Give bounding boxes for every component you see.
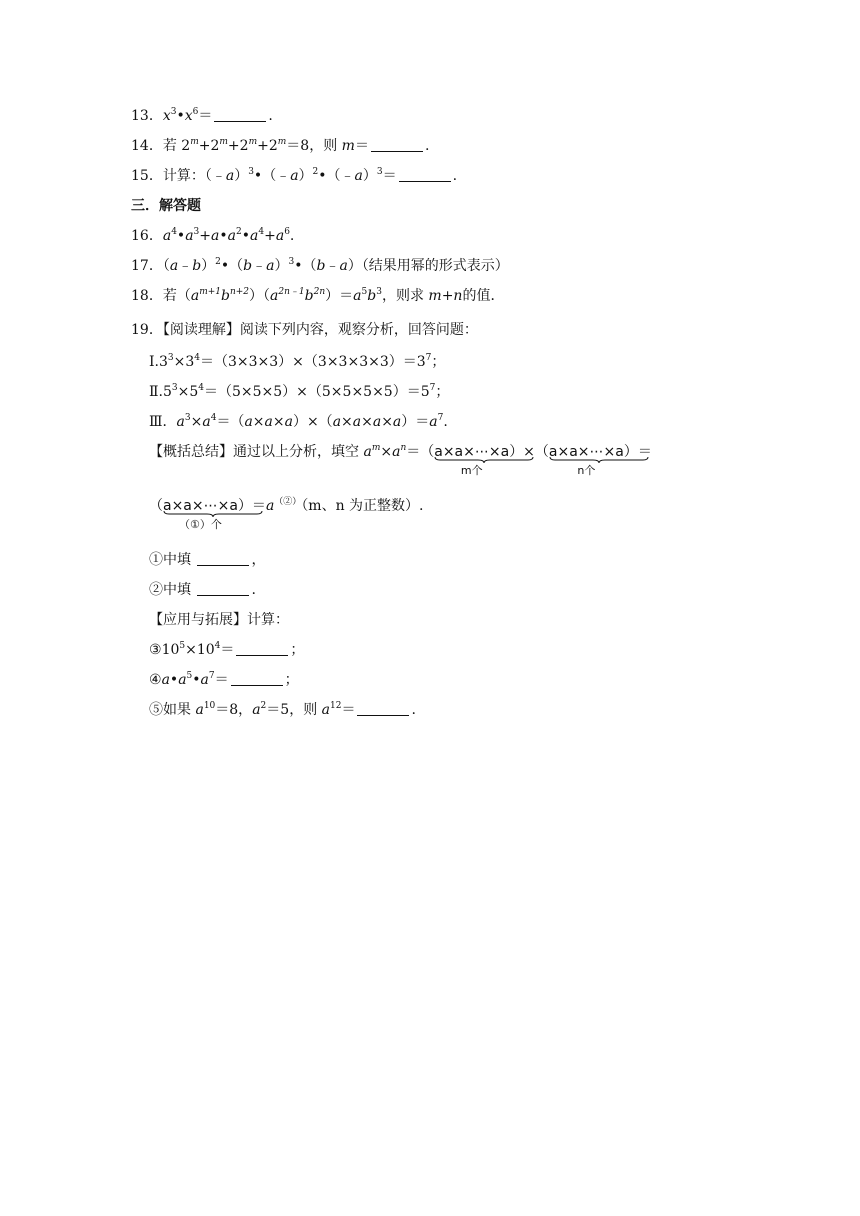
fill-item-1 [149, 550, 265, 570]
var-a: a [169, 258, 179, 274]
exponent: 4 [210, 413, 217, 423]
brace-label: n个 [577, 464, 596, 477]
text: ； [284, 672, 299, 688]
text: ）＝ [623, 444, 652, 460]
var-a: a [225, 168, 235, 184]
text: ）＝ [237, 498, 266, 514]
var-a: a [265, 498, 275, 514]
exponent: 6 [284, 227, 290, 237]
text: ×3 [173, 354, 195, 370]
answer-blank[interactable] [357, 701, 409, 716]
var-x: x [162, 108, 171, 124]
dot-operator: • [176, 228, 186, 244]
brace-label: （①）个 [179, 518, 222, 531]
text: ） [201, 258, 216, 274]
dot-operator: • [169, 672, 179, 688]
var-m: m [341, 138, 355, 154]
exponent: 2n [313, 287, 326, 297]
exponent: 3 [376, 287, 382, 297]
var-a: a [178, 672, 187, 688]
circled-number: ③ [149, 642, 162, 658]
answer-blank[interactable] [197, 551, 249, 566]
var-a: a [211, 228, 220, 244]
text: Ⅱ.5 [149, 384, 172, 400]
text: 如果 [163, 702, 196, 718]
var-a: a [339, 258, 348, 274]
var-a: a [161, 672, 170, 688]
var-n: n [453, 288, 463, 304]
var-a: a [290, 168, 299, 184]
circled-number: ④ [149, 672, 162, 688]
exponent: 12 [330, 701, 342, 711]
text: （m、n 为正整数）. [301, 498, 424, 514]
plus-sign: + [264, 228, 276, 244]
text: ； [290, 642, 305, 658]
var-a: a [185, 228, 194, 244]
var-b: b [243, 258, 253, 274]
reading-header: 【阅读理解】阅读下列内容，观察分析，回答问题： [162, 322, 478, 338]
answer-blank[interactable] [371, 137, 423, 152]
exponent: n+2 [229, 287, 250, 297]
text: ＝（ [406, 444, 435, 460]
equals-sign: ＝ [354, 138, 369, 154]
answer-blank[interactable] [236, 641, 288, 656]
exponent: 2n﹣1 [278, 287, 305, 297]
text: +2 [227, 138, 249, 154]
text: a×a×a [244, 414, 293, 430]
exponent: 5 [186, 671, 193, 681]
exponent: 5 [361, 287, 368, 297]
text: ） [274, 258, 289, 274]
var-a: a [429, 414, 438, 430]
exponent: 4 [198, 383, 204, 393]
text: （ [149, 498, 163, 514]
text: ＝8，则 [286, 138, 342, 154]
var-a: a [252, 702, 261, 718]
brace-group-m [434, 442, 510, 477]
var-b: b [316, 258, 326, 274]
text: 中填 [163, 582, 191, 598]
exponent: 6 [192, 107, 199, 117]
text: ×5 [177, 384, 199, 400]
dot-operator: • [294, 258, 303, 274]
question-number: 15． [131, 168, 163, 184]
period: . [411, 702, 416, 718]
dot-operator: • [192, 672, 201, 688]
text: 的值． [462, 288, 505, 304]
exponent: 4 [258, 227, 265, 237]
var-x: x [184, 108, 193, 124]
text: （﹣ [326, 168, 355, 184]
exponent: m [190, 137, 199, 147]
question-number: 16． [131, 228, 163, 244]
var-a: a [321, 702, 330, 718]
period: . [268, 108, 273, 124]
equals-sign: ＝ [198, 108, 213, 124]
answer-blank[interactable] [214, 107, 266, 122]
dot-operator: • [176, 108, 185, 124]
plus-sign: + [199, 228, 212, 244]
var-a: a [190, 288, 200, 304]
text: +2 [257, 138, 278, 154]
text: Ⅰ.3 [149, 354, 168, 370]
text: ＝（3×3×3）×（3×3×3×3）＝3 [200, 354, 426, 370]
exponent: 3 [171, 383, 178, 393]
question-15 [131, 166, 457, 186]
text: ） [362, 168, 377, 184]
exponent: 2 [215, 257, 221, 267]
var-b: b [304, 288, 314, 304]
exponent: 3 [184, 413, 191, 423]
equals-sign: ＝ [214, 672, 229, 688]
exponent: m [277, 137, 287, 147]
brace-group-total [163, 496, 238, 531]
summary-line-2 [149, 496, 424, 531]
var-a: a [354, 168, 363, 184]
text: ×10 [185, 642, 215, 658]
question-number: 19． [131, 322, 163, 338]
brace-text: a×a×⋯×a [434, 444, 510, 460]
var-a: a [392, 444, 401, 460]
exponent: 3 [288, 257, 295, 267]
exponent: 3 [376, 167, 383, 177]
exponent: n [400, 443, 407, 453]
minus-sign: ﹣ [325, 258, 340, 274]
text: ； [431, 354, 446, 370]
text: ； [435, 384, 450, 400]
var-a: a [162, 228, 172, 244]
circled-number: ② [149, 582, 163, 598]
text: ，则求 [381, 288, 429, 304]
exponent: m [248, 137, 258, 147]
text: ） [298, 168, 313, 184]
text: ＝8， [215, 702, 253, 718]
apply-item-5 [149, 700, 416, 720]
var-b: b [221, 288, 230, 304]
circled-number: ① [149, 552, 163, 568]
text: +2 [198, 138, 220, 154]
text: . [443, 414, 448, 430]
var-a: a [195, 702, 204, 718]
text: ）＝ [325, 288, 354, 304]
dot-operator: • [241, 228, 250, 244]
fill-item-2 [149, 580, 256, 600]
question-number: 18． [131, 288, 163, 304]
plus-sign: + [441, 288, 454, 304]
text: （ [229, 258, 244, 274]
text: （﹣ [262, 168, 291, 184]
text: ， [251, 552, 266, 568]
text: ）×（ [292, 414, 333, 430]
circled-number: ⑤ [149, 702, 163, 718]
period: . [452, 168, 458, 184]
equals-sign: ＝ [220, 642, 235, 658]
var-a: a [270, 288, 279, 304]
question-17 [131, 256, 509, 276]
apply-header: 【应用与拓展】计算： [149, 612, 289, 628]
brace-text: a×a×⋯×a [163, 498, 238, 514]
exponent: 7 [437, 413, 444, 423]
example-3 [149, 412, 448, 432]
question-16 [131, 226, 294, 246]
exponent: 2 [260, 701, 267, 711]
apply-item-3 [149, 640, 304, 660]
question-14 [131, 136, 429, 156]
var-a: a [266, 258, 275, 274]
var-a: a [250, 228, 259, 244]
exponent: 4 [194, 353, 200, 363]
answer-blank[interactable] [197, 581, 249, 596]
text: 若 2 [162, 138, 191, 154]
text: . [251, 582, 256, 598]
period: . [289, 228, 295, 244]
text: ）＝ [401, 414, 430, 430]
var-a: a [227, 228, 236, 244]
equals-sign: ＝ [341, 702, 356, 718]
exponent: （②） [274, 497, 302, 507]
text: ＝（ [216, 414, 245, 430]
brace-text: a×a×⋯×a [548, 444, 624, 460]
instruction-note: （结果用幂的形式表示） [361, 258, 509, 274]
text: ＝（5×5×5）×（5×5×5×5）＝5 [203, 384, 430, 400]
text: （ [302, 258, 317, 274]
question-19 [131, 320, 478, 340]
example-2 [149, 382, 449, 402]
brace-label: m个 [460, 464, 483, 477]
question-number: 13． [131, 108, 163, 124]
exponent: 7 [429, 383, 436, 393]
exponent: 5 [179, 641, 186, 651]
var-a: a [363, 444, 372, 460]
exponent: 7 [425, 353, 432, 363]
period: . [424, 138, 430, 154]
exponent: 4 [171, 227, 177, 237]
text: 中填 [163, 552, 191, 568]
question-number: 14． [131, 138, 163, 154]
var-a: a [275, 228, 285, 244]
answer-blank[interactable] [231, 671, 283, 686]
text: × [190, 414, 203, 430]
var-a: a [202, 414, 211, 430]
text: ＝5，则 [266, 702, 322, 718]
var-b: b [367, 288, 377, 304]
exponent: 3 [193, 227, 200, 237]
text: Ⅲ． [149, 414, 177, 430]
minus-sign: ﹣ [178, 258, 193, 274]
text: ） [347, 258, 362, 274]
var-a: a [200, 672, 209, 688]
question-18 [131, 286, 504, 306]
answer-blank[interactable] [399, 167, 451, 182]
text: ）×（ [509, 444, 549, 460]
question-number: 17． [131, 258, 163, 274]
text: 计算：（﹣ [162, 168, 226, 184]
question-13 [131, 106, 273, 126]
exponent: 2 [312, 167, 319, 177]
summary-line [149, 442, 652, 477]
dot-operator: • [220, 258, 230, 274]
text: a×a×a×a [332, 414, 402, 430]
exponent: 3 [167, 353, 174, 363]
text: 【概括总结】通过以上分析，填空 [149, 444, 364, 460]
exponent: 3 [248, 167, 254, 177]
var-m: m [428, 288, 442, 304]
exponent: 2 [236, 227, 242, 237]
var-b: b [192, 258, 202, 274]
var-a: a [176, 414, 185, 430]
exponent: 3 [170, 107, 177, 117]
exponent: 4 [214, 641, 221, 651]
text: ）（ [249, 288, 271, 304]
brace-group-n [548, 442, 624, 477]
exponent: m+1 [199, 287, 221, 297]
example-1 [149, 352, 445, 372]
text: ） [234, 168, 249, 184]
text: （ [162, 258, 170, 274]
text: 若（ [162, 288, 191, 304]
section-heading: 三．解答题 [131, 198, 201, 214]
apply-item-4 [149, 670, 299, 690]
dot-operator: • [219, 228, 228, 244]
equals-sign: ＝ [382, 168, 397, 184]
exponent: 10 [203, 701, 216, 711]
var-a: a [353, 288, 362, 304]
dot-operator: • [253, 168, 263, 184]
minus-sign: ﹣ [252, 258, 267, 274]
exponent: 7 [208, 671, 215, 681]
text: 10 [161, 642, 180, 658]
dot-operator: • [318, 168, 327, 184]
exponent: m [219, 137, 228, 147]
text: × [380, 444, 393, 460]
exponent: m [371, 443, 381, 453]
